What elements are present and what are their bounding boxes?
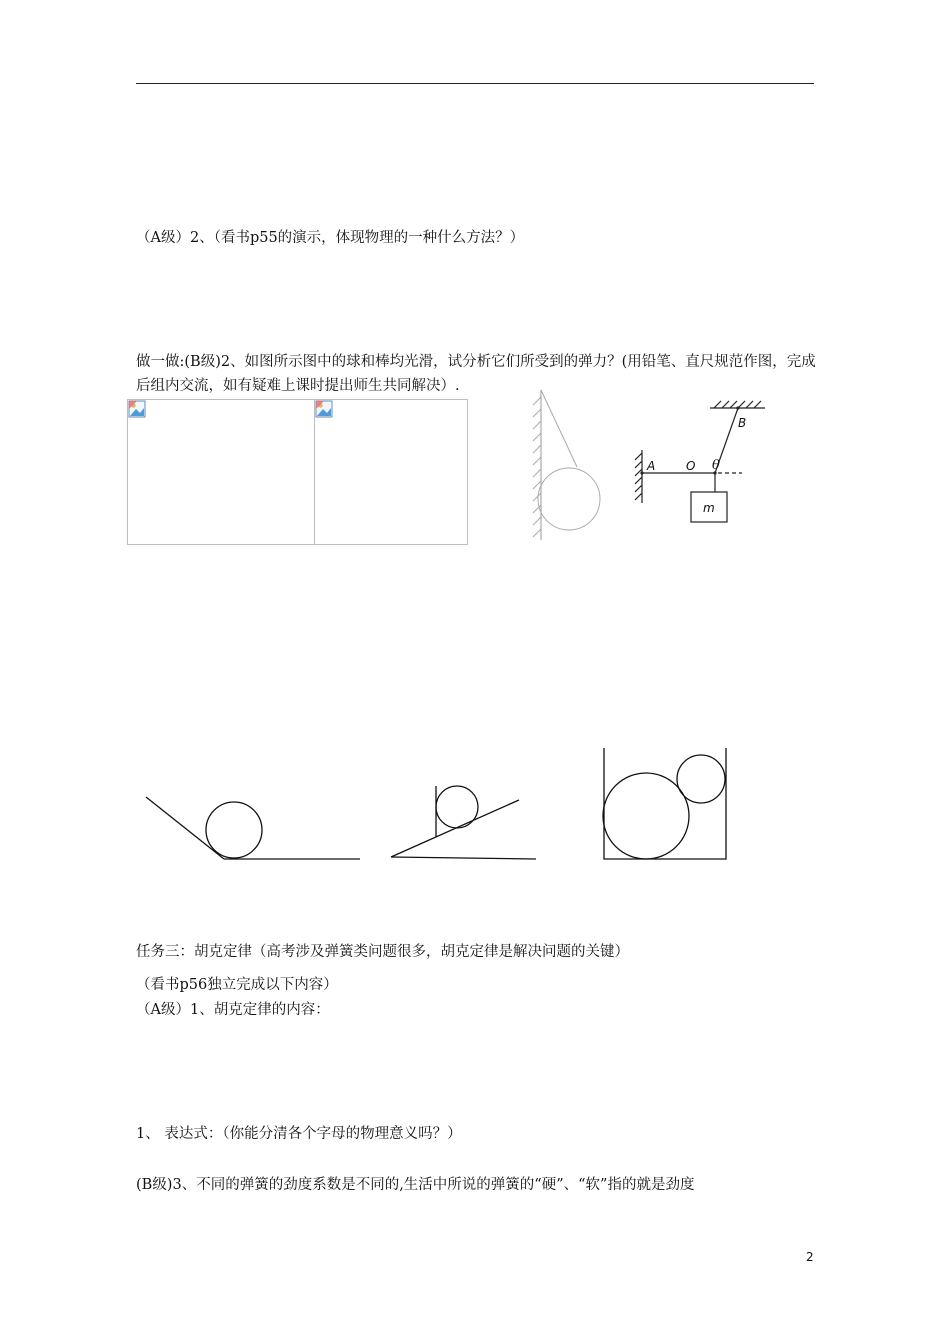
image-placeholder-1 [127,399,316,545]
header-rule [136,83,814,84]
label-m: m [703,501,715,515]
task-three-heading: 任务三：胡克定律（高考涉及弹簧类问题很多，胡克定律是解决问题的关键） [136,944,629,960]
rod-rope-mass-diagram [628,395,773,530]
question-a2: （A级）2、（看书p55的演示，体现物理的一种什么方法？） [136,230,525,246]
label-a: A [647,459,656,473]
label-o: O [686,459,696,473]
ball-on-incline-ground-diagram [140,790,365,865]
expression-line: 1、 表达式：（你能分清各个字母的物理意义吗？） [136,1126,462,1142]
image-placeholder-2 [314,399,468,545]
page-number: 2 [806,1250,814,1264]
label-theta: θ [712,458,720,473]
question-b3: (B级)3、不同的弹簧的劲度系数是不同的,生活中所说的弹簧的“硬”、“软”指的就是劲度 [136,1177,695,1193]
broken-image-icon [315,400,333,418]
question-b2: 做一做:(B级)2、如图所示图中的球和棒均光滑，试分析它们所受到的弹力？(用铅笔、直尺规范作图，完成后组内交流，如有疑难上课时提出师生共同解决）. [136,354,816,394]
ball-incline-rod-diagram [385,780,540,865]
hanging-ball-diagram [515,385,615,545]
label-b: B [738,416,747,430]
question-a1: （A级）1、胡克定律的内容： [136,1002,330,1018]
broken-image-icon [128,400,146,418]
read-p56: （看书p56独立完成以下内容） [136,977,338,993]
two-balls-container-diagram [598,742,733,867]
